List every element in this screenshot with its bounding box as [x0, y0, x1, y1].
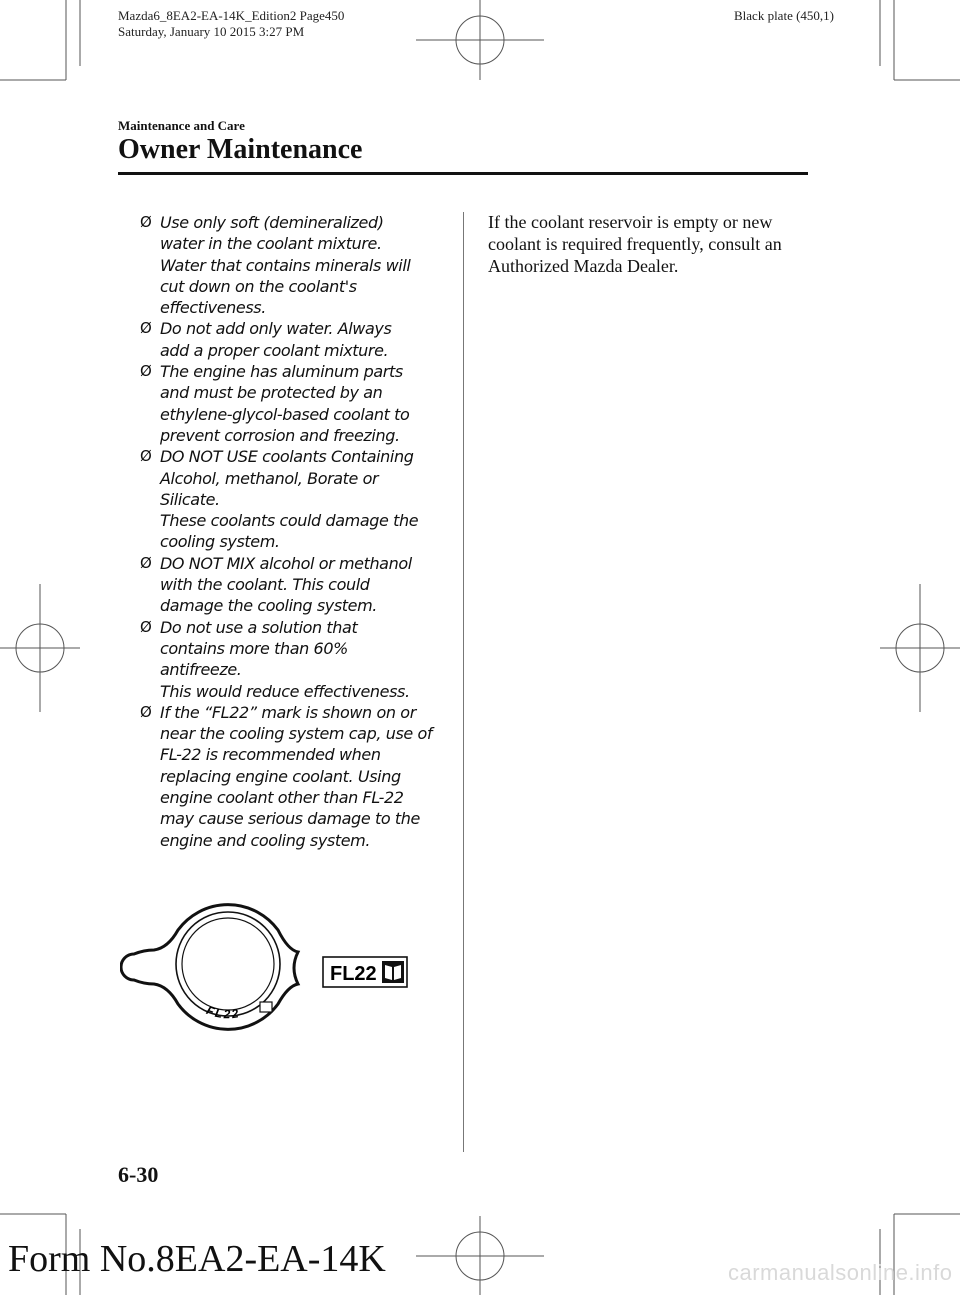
form-number: Form No.8EA2-EA-14K [8, 1238, 386, 1280]
caution-line: engine coolant other than FL-22 [160, 788, 404, 808]
bullet-arrow-icon: Ø [140, 447, 152, 466]
caution-line: Use only soft (demineralized) [160, 213, 384, 232]
caution-line: and must be protected by an [160, 383, 383, 403]
book-icon [260, 1002, 272, 1012]
caution-line: DO NOT MIX alcohol or methanol [160, 553, 412, 573]
caution-line: Silicate. [160, 489, 220, 509]
bullet-arrow-icon: Ø [140, 213, 152, 231]
caution-line: cut down on the coolant's [160, 276, 357, 296]
print-info-line1: Mazda6_8EA2-EA-14K_Edition2 Page450 [118, 8, 345, 23]
right-paragraph [488, 212, 808, 277]
cap-mark-text: FL22 [204, 1003, 242, 1022]
bullet-arrow-icon: Ø [140, 617, 152, 636]
caution-line: engine and cooling system. [160, 830, 371, 850]
caution-line: effectiveness. [160, 298, 266, 318]
caution-line: antifreeze. [160, 660, 242, 680]
caution-line: water in the coolant mixture. [160, 234, 382, 254]
caution-line: cooling system. [160, 532, 280, 552]
caution-line: FL-22 is recommended when [160, 745, 381, 765]
page-number: 6-30 [118, 1162, 159, 1187]
bullet-arrow-icon: Ø [140, 553, 152, 572]
caution-line: may cause serious damage to the [160, 809, 420, 829]
watermark: carmanualsonline.info [728, 1260, 953, 1285]
section-label: Maintenance and Care [118, 118, 245, 133]
caution-line: prevent corrosion and freezing. [160, 425, 400, 445]
caution-item [140, 702, 450, 851]
caution-line: DO NOT USE coolants Containing [160, 447, 414, 467]
page-title: Owner Maintenance [118, 134, 363, 165]
caution-list [140, 212, 450, 851]
caution-line: This would reduce effectiveness. [160, 681, 410, 701]
caution-line: near the cooling system cap, use of [160, 724, 433, 744]
caution-line: replacing engine coolant. Using [160, 766, 401, 786]
column-divider [463, 212, 464, 1152]
caution-line: Alcohol, methanol, Borate or [160, 468, 379, 488]
bullet-arrow-icon: Ø [140, 319, 152, 338]
right-paragraph-line: coolant is required frequently, consult an [488, 233, 782, 254]
caution-line: damage the cooling system. [160, 596, 377, 616]
caution-line: add a proper coolant mixture. [160, 340, 389, 360]
caution-item [140, 553, 450, 617]
bullet-arrow-icon: Ø [140, 702, 152, 721]
title-rule [118, 172, 808, 175]
caution-item [140, 318, 450, 361]
manual-book-icon [382, 961, 404, 983]
caution-line: If the “FL22” mark is shown on or [160, 702, 416, 722]
caution-line: Do not use a solution that [160, 617, 358, 637]
bullet-arrow-icon: Ø [140, 362, 152, 381]
radiator-cap-figure [120, 902, 420, 1032]
caution-line: ethylene-glycol-based coolant to [160, 404, 410, 424]
caution-line: These coolants could damage the [160, 511, 419, 531]
caution-line: Water that contains minerals will [160, 255, 411, 275]
caution-line: The engine has aluminum parts [160, 362, 403, 382]
fl22-label: FL22 [330, 963, 377, 985]
caution-item [140, 212, 450, 318]
print-info-line2: Saturday, January 10 2015 3:27 PM [118, 24, 305, 39]
print-info [118, 8, 344, 40]
caution-item [140, 361, 450, 446]
right-paragraph-line: If the coolant reservoir is empty or new [488, 212, 773, 232]
right-paragraph-line: Authorized Mazda Dealer. [488, 255, 679, 276]
caution-item [140, 446, 450, 552]
plate-label: Black plate (450,1) [734, 8, 834, 23]
caution-item [140, 617, 450, 702]
caution-line: Do not add only water. Always [160, 319, 392, 339]
caution-line: with the coolant. This could [160, 575, 370, 595]
caution-line: contains more than 60% [160, 638, 348, 658]
